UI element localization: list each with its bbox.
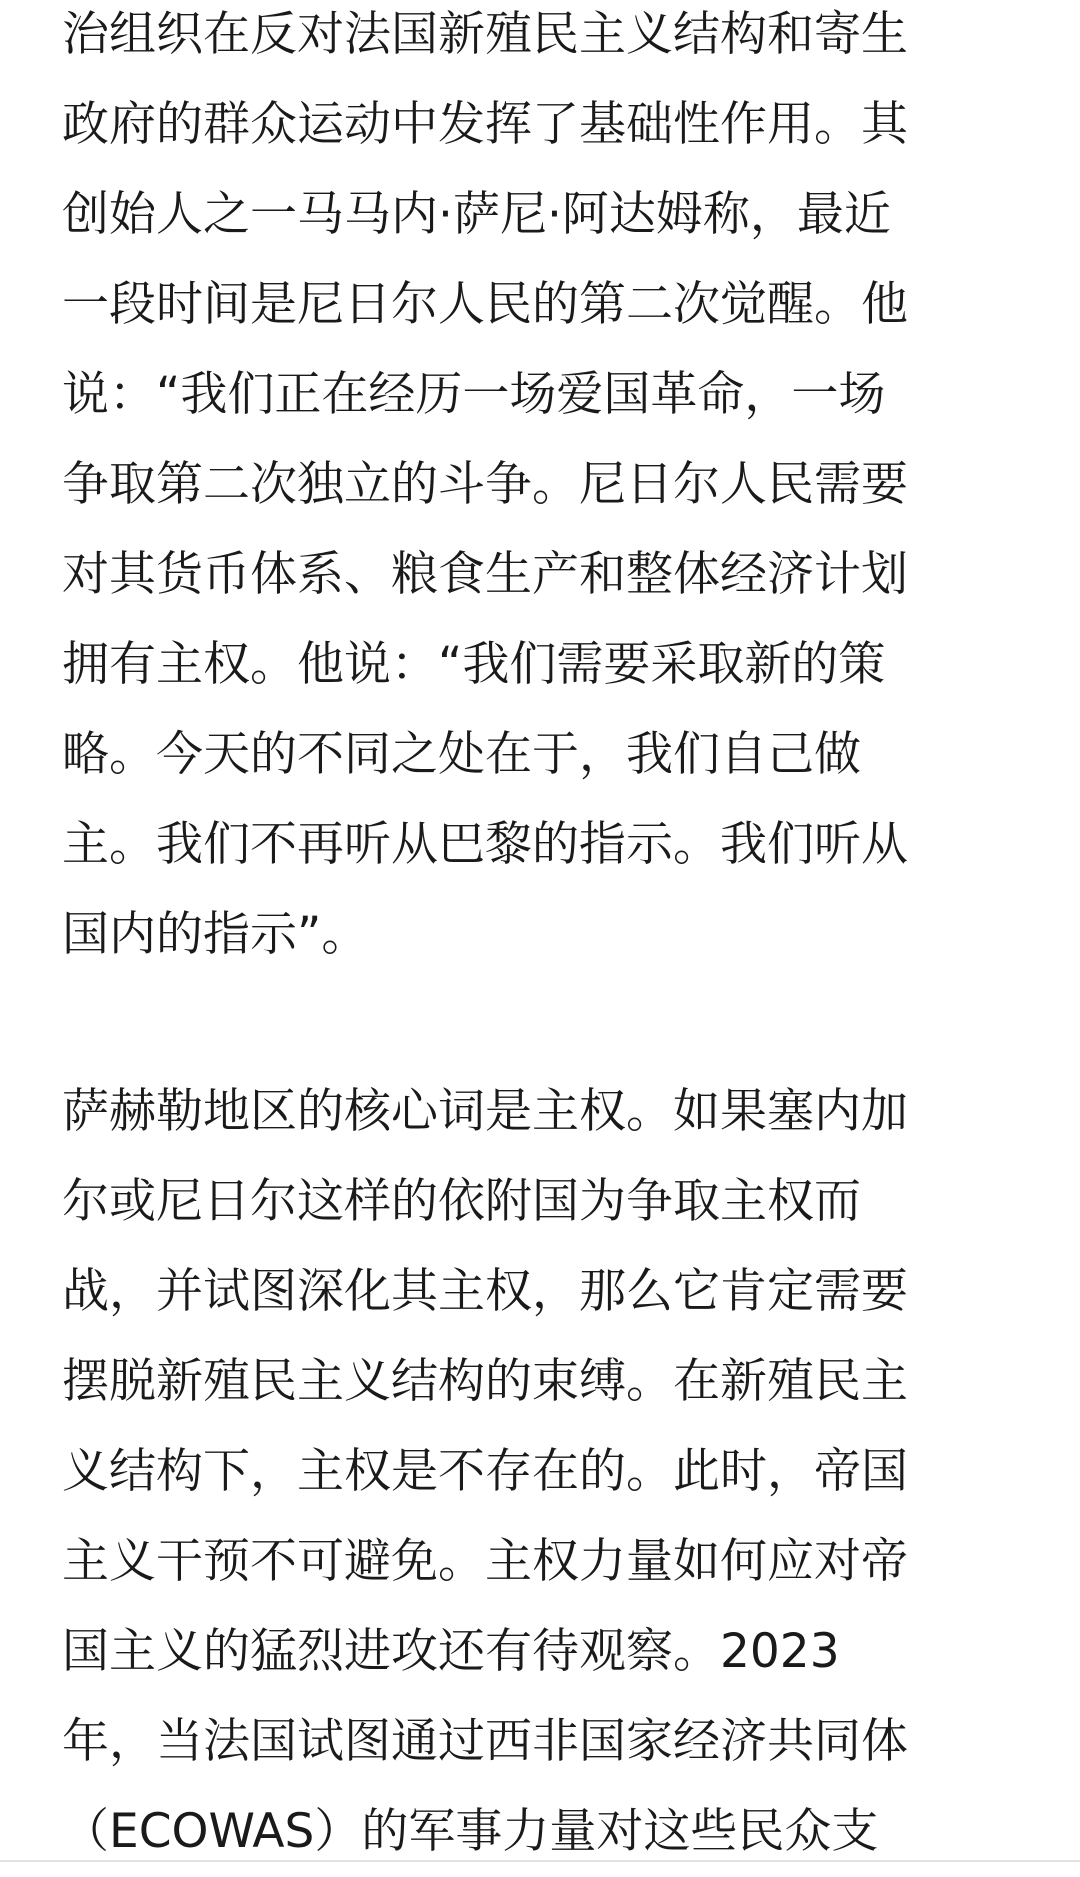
text-line: 一段时间是尼日尔人民的第二次觉醒。他 [62,277,908,332]
text-line: 主。我们不再听从巴黎的指示。我们听从 [62,817,908,872]
text-line: 政府的群众运动中发挥了基础性作用。其 [62,97,908,152]
text-line: 年，当法国试图通过西非国家经济共同体 [62,1714,908,1769]
text-line: 国主义的猛烈进攻还有待观察。2023 [62,1624,840,1679]
text-line: 对其货币体系、粮食生产和整体经济计划 [62,547,908,602]
text-line: 主义干预不可避免。主权力量如何应对帝 [62,1534,908,1589]
text-line: 创始人之一马马内·萨尼·阿达姆称，最近 [62,187,891,242]
text-line: 义结构下，主权是不存在的。此时，帝国 [62,1444,908,1499]
text-line: 萨赫勒地区的核心词是主权。如果塞内加 [62,1084,908,1139]
text-line: 治组织在反对法国新殖民主义结构和寄生 [62,7,908,62]
text-line: 国内的指示”。 [62,907,369,962]
text-line: 略。今天的不同之处在于，我们自己做 [62,727,861,782]
text-line: 争取第二次独立的斗争。尼日尔人民需要 [62,457,908,512]
text-line: 尔或尼日尔这样的依附国为争取主权而 [62,1174,861,1229]
text-line: 拥有主权。他说：“我们需要采取新的策 [62,637,886,692]
text-line: 摆脱新殖民主义结构的束缚。在新殖民主 [62,1354,908,1409]
text-line: 战，并试图深化其主权，那么它肯定需要 [62,1264,908,1319]
text-line: （ECOWAS）的军事力量对这些民众支 [62,1804,879,1859]
text-line: 说：“我们正在经历一场爱国革命，一场 [62,367,886,422]
